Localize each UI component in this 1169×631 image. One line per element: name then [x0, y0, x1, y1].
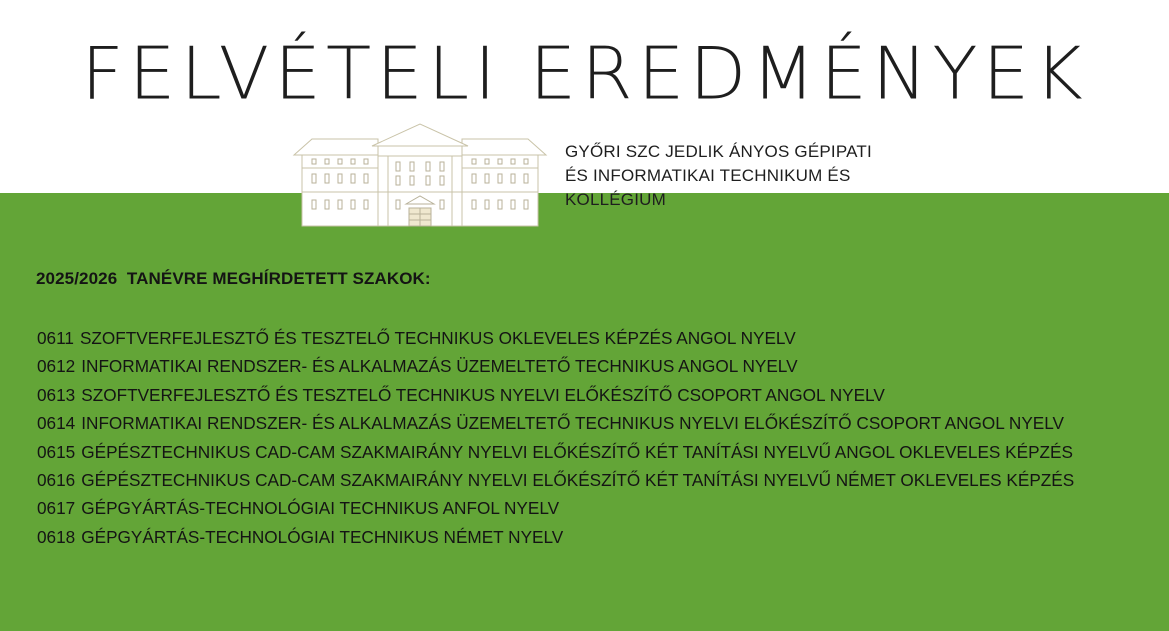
program-name: INFORMATIKAI RENDSZER- ÉS ALKALMAZÁS ÜZEMELTETŐ TECHNIKUS NYELVI ELŐKÉSZÍTŐ CSOPORT ANGOL NYELV	[81, 413, 1065, 434]
list-item	[37, 438, 1074, 466]
program-code: 0616	[37, 470, 76, 491]
list-item	[37, 352, 1074, 380]
program-name: GÉPGYÁRTÁS-TECHNOLÓGIAI TECHNIKUS ANFOL NYELV	[81, 498, 560, 519]
program-code: 0615	[37, 441, 76, 462]
program-code: 0614	[37, 413, 76, 434]
list-item	[37, 409, 1074, 437]
list-item	[37, 381, 1074, 409]
program-name: INFORMATIKAI RENDSZER- ÉS ALKALMAZÁS ÜZEMELTETŐ TECHNIKUS ANGOL NYELV	[81, 356, 798, 377]
program-name: GÉPGYÁRTÁS-TECHNOLÓGIAI TECHNIKUS NÉMET NYELV	[81, 526, 564, 547]
list-item	[37, 466, 1074, 494]
list-item	[37, 494, 1074, 522]
section-heading: 2025/2026 TANÉVRE MEGHÍRDETETT SZAKOK:	[36, 269, 431, 288]
school-building-icon	[292, 122, 548, 228]
program-code: 0613	[37, 384, 76, 405]
program-name: GÉPÉSZTECHNIKUS CAD-CAM SZAKMAIRÁNY NYELVI ELŐKÉSZÍTŐ KÉT TANÍTÁSI NYELVŰ NÉMET OKLEVELES KÉPZÉS	[81, 470, 1075, 491]
program-code: 0618	[37, 526, 76, 547]
program-list	[37, 324, 1074, 551]
school-name-line-3: KOLLÉGIUM	[565, 190, 666, 209]
list-item	[37, 324, 1074, 352]
program-name: SZOFTVERFEJLESZTŐ ÉS TESZTELŐ TECHNIKUS OKLEVELES KÉPZÉS ANGOL NYELV	[79, 328, 796, 348]
program-name: GÉPÉSZTECHNIKUS CAD-CAM SZAKMAIRÁNY NYELVI ELŐKÉSZÍTŐ KÉT TANÍTÁSI NYELVŰ ANGOL OKLEVELES KÉPZÉS	[81, 441, 1073, 462]
page-title: FELVÉTELI EREDMÉNYEK	[81, 31, 1088, 117]
school-name-line-2: ÉS INFORMATIKAI TECHNIKUM ÉS	[565, 166, 851, 185]
program-name: SZOFTVERFEJLESZTŐ ÉS TESZTELŐ TECHNIKUS NYELVI ELŐKÉSZÍTŐ CSOPORT ANGOL NYELV	[81, 384, 885, 405]
program-code: 0617	[37, 498, 76, 519]
list-item	[37, 523, 1074, 551]
school-name	[565, 140, 905, 212]
program-code: 0611	[37, 328, 74, 348]
program-code: 0612	[37, 356, 76, 377]
school-name-line-1: GYŐRI SZC JEDLIK ÁNYOS GÉPIPATI	[565, 142, 872, 161]
